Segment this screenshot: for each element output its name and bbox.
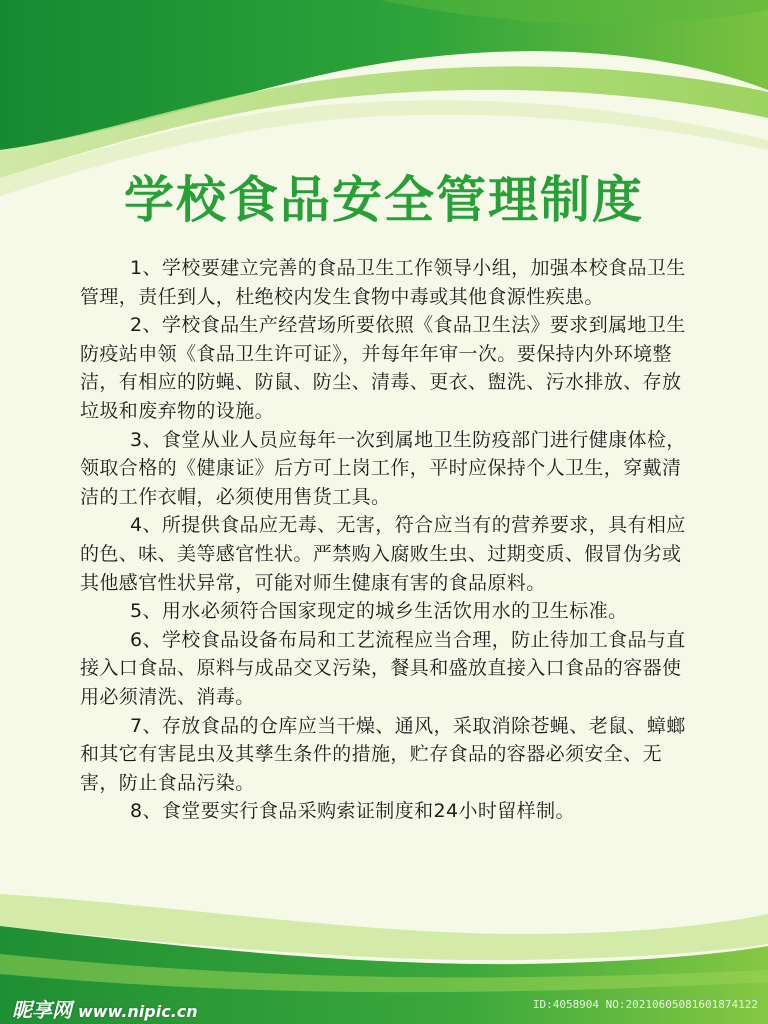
rule-paragraph-7: 7、存放食品的仓库应当干燥、通风，采取消除苍蝇、老鼠、蟑螂和其它有害昆虫及其孳生条件的措施，贮存食品的容器必须安全、无害，防止食品污染。 (80, 714, 686, 794)
watermark-logo-text: 昵享网 (12, 998, 72, 1022)
rules-body (80, 254, 700, 826)
rule-paragraph-2: 2、学校食品生产经营场所要依照《食品卫生法》要求到属地卫生防疫站申领《食品卫生许可证》，并每年年审一次。要保持内外环境整洁，有相应的防蝇、防鼠、防尘、清毒、更衣、盥洗、污水排放、存放垃圾和废弃物的设施。 (80, 314, 686, 422)
watermark-site: www.nipic.cn (78, 1002, 198, 1021)
poster-title: 学校食品安全管理制度 (124, 171, 644, 229)
rule-paragraph-4: 4、所提供食品应无毒、无害，符合应当有的营养要求，具有相应的色、味、美等感官性状。严禁购入腐败生虫、过期变质、假冒伪劣或其他感官性状异常，可能对师生健康有害的食品原料。 (80, 514, 686, 594)
watermark-logo (12, 994, 198, 1023)
rule-paragraph-6: 6、学校食品设备布局和工艺流程应当合理，防止待加工食品与直接入口食品、原料与成品交叉污染，餐具和盛放直接入口食品的容器使用必须清洗、消毒。 (80, 628, 686, 708)
rule-paragraph-5: 5、用水必须符合国家现定的城乡生活饮用水的卫生标准。 (130, 600, 628, 623)
rule-paragraph-3: 3、食堂从业人员应每年一次到属地卫生防疫部门进行健康体检，领取合格的《健康证》后方可上岗工作，平时应保持个人卫生，穿戴清洁的工作衣帽，必须使用售货工具。 (80, 428, 686, 508)
rule-paragraph-8: 8、食堂要实行食品采购索证制度和24小时留样制。 (130, 800, 575, 823)
rule-paragraph-1: 1、学校要建立完善的食品卫生工作领导小组，加强本校食品卫生管理，责任到人，杜绝校内发生食物中毒或其他食源性疾患。 (80, 257, 686, 308)
watermark-id: ID:4058904 NO:20210605081601874122 (532, 998, 758, 1011)
